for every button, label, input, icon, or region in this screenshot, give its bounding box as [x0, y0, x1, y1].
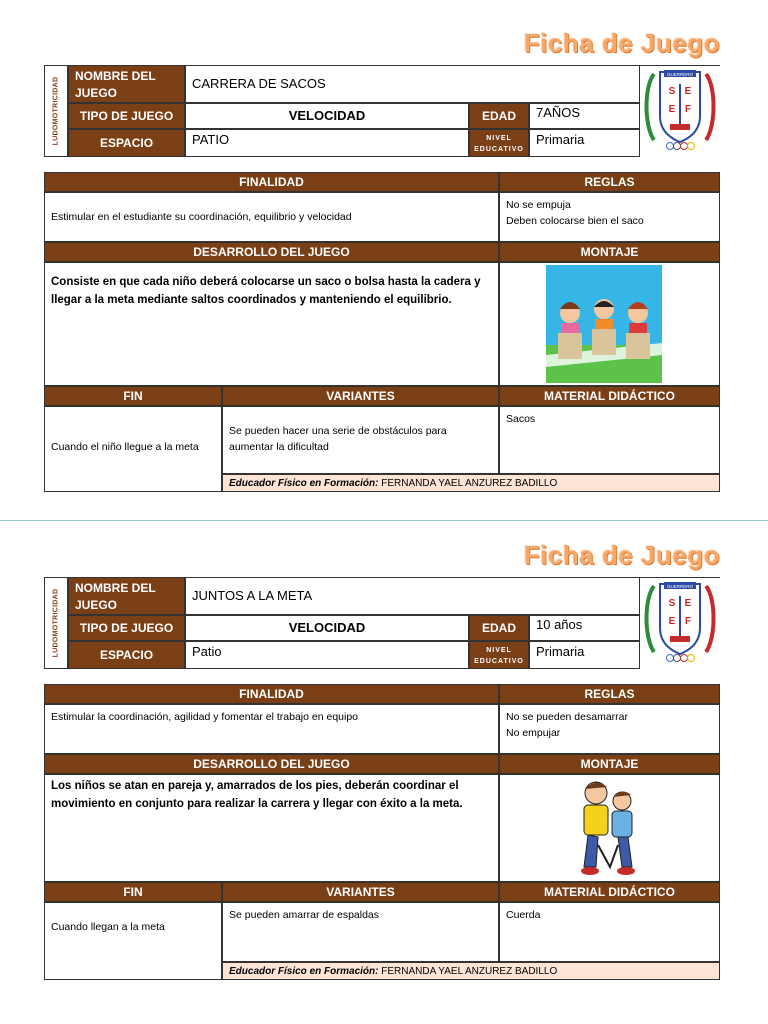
- value-educador: FERNANDA YAEL ANZUREZ BADILLO: [381, 966, 558, 977]
- value-desarrollo: Los niños se atan en pareja y, amarrados de los pies, deberán coordinar el movimiento en conjunto para realizar la carrera y llegar con éxito a la meta.: [44, 774, 499, 882]
- value-variantes: Se pueden hacer una serie de obstáculos para aumentar la dificultad: [222, 406, 499, 474]
- value-edad: 10 años: [529, 615, 640, 641]
- value-espacio: PATIO: [185, 129, 469, 157]
- school-logo: [640, 65, 720, 157]
- value-fin: Cuando el niño llegue a la meta: [44, 406, 222, 492]
- school-logo: [640, 577, 720, 669]
- svg-text:E: E: [668, 104, 676, 115]
- label-variantes: VARIANTES: [222, 386, 499, 406]
- shield-logo-icon: [640, 66, 720, 154]
- label-variantes: VARIANTES: [222, 882, 499, 902]
- value-espacio: Patio: [185, 641, 469, 669]
- svg-text:E: E: [668, 616, 676, 627]
- label-reglas: REGLAS: [499, 684, 720, 704]
- tied-kids-illustration: [570, 775, 650, 881]
- label-espacio: ESPACIO: [68, 641, 185, 669]
- label-montaje: MONTAJE: [499, 754, 720, 774]
- label-fin: FIN: [44, 386, 222, 406]
- body-block: [44, 684, 720, 1004]
- value-edad: 7AÑOS: [529, 103, 640, 129]
- svg-text:E: E: [684, 598, 692, 609]
- label-finalidad: FINALIDAD: [44, 172, 499, 192]
- value-nombre: CARRERA DE SACOS: [185, 65, 640, 103]
- label-educador: Educador Físico en Formación:: [229, 966, 379, 977]
- label-nivel: NIVEL EDUCATIVO: [469, 129, 529, 157]
- side-label: LUDOMOTRICIDAD: [44, 577, 68, 669]
- regla-item: No se pueden desamarrar: [506, 711, 628, 723]
- game-sheet-2: [0, 512, 768, 1024]
- label-educador: Educador Físico en Formación:: [229, 478, 379, 489]
- value-material: Sacos: [499, 406, 720, 474]
- montaje-cell: [499, 774, 720, 882]
- value-nombre: JUNTOS A LA META: [185, 577, 640, 615]
- value-variantes: Se pueden amarrar de espaldas: [222, 902, 499, 962]
- header-block: [44, 65, 720, 157]
- label-montaje: MONTAJE: [499, 242, 720, 262]
- label-nombre: NOMBRE DEL JUEGO: [68, 577, 185, 615]
- value-nivel: Primaria: [529, 641, 640, 669]
- label-desarrollo: DESARROLLO DEL JUEGO: [44, 242, 499, 262]
- sack-race-illustration: [546, 265, 662, 383]
- educator-signature: [222, 962, 720, 980]
- sheet-title: Ficha de Juego: [523, 540, 720, 570]
- value-tipo: VELOCIDAD: [185, 103, 469, 129]
- sheet-title: Ficha de Juego: [523, 28, 720, 58]
- svg-text:E: E: [684, 86, 692, 97]
- label-tipo: TIPO DE JUEGO: [68, 615, 185, 641]
- value-fin: Cuando llegan a la meta: [44, 902, 222, 980]
- value-tipo: VELOCIDAD: [185, 615, 469, 641]
- header-block: [44, 577, 720, 669]
- svg-text:S: S: [668, 598, 676, 609]
- value-nivel: Primaria: [529, 129, 640, 157]
- label-espacio: ESPACIO: [68, 129, 185, 157]
- montaje-cell: [499, 262, 720, 386]
- side-label: LUDOMOTRICIDAD: [44, 65, 68, 157]
- regla-item: Deben colocarse bien el saco: [506, 215, 644, 227]
- label-tipo: TIPO DE JUEGO: [68, 103, 185, 129]
- value-reglas: [499, 704, 720, 754]
- educator-signature: [222, 474, 720, 492]
- regla-item: No se empuja: [506, 199, 571, 211]
- label-material: MATERIAL DIDÁCTICO: [499, 882, 720, 902]
- value-educador: FERNANDA YAEL ANZUREZ BADILLO: [381, 478, 558, 489]
- svg-text:GUERRERO: GUERRERO: [666, 72, 694, 77]
- label-edad: EDAD: [469, 103, 529, 129]
- label-nivel: NIVEL EDUCATIVO: [469, 641, 529, 669]
- label-finalidad: FINALIDAD: [44, 684, 499, 704]
- label-fin: FIN: [44, 882, 222, 902]
- svg-text:F: F: [684, 616, 692, 627]
- label-material: MATERIAL DIDÁCTICO: [499, 386, 720, 406]
- label-edad: EDAD: [469, 615, 529, 641]
- label-reglas: REGLAS: [499, 172, 720, 192]
- label-desarrollo: DESARROLLO DEL JUEGO: [44, 754, 499, 774]
- value-finalidad: Estimular la coordinación, agilidad y fomentar el trabajo en equipo: [44, 704, 499, 754]
- body-block: [44, 172, 720, 492]
- value-material: Cuerda: [499, 902, 720, 962]
- value-desarrollo: Consiste en que cada niño deberá colocarse un saco o bolsa hasta la cadera y llegar a la meta mediante saltos coordinados y manteniendo el equilibrio.: [44, 262, 499, 386]
- svg-text:F: F: [684, 104, 692, 115]
- regla-item: No empujar: [506, 727, 561, 739]
- svg-text:S: S: [668, 86, 676, 97]
- label-nombre: NOMBRE DEL JUEGO: [68, 65, 185, 103]
- value-finalidad: Estimular en el estudiante su coordinación, equilibrio y velocidad: [44, 192, 499, 242]
- svg-text:GUERRERO: GUERRERO: [666, 584, 694, 589]
- shield-logo-icon: [640, 578, 720, 666]
- value-reglas: [499, 192, 720, 242]
